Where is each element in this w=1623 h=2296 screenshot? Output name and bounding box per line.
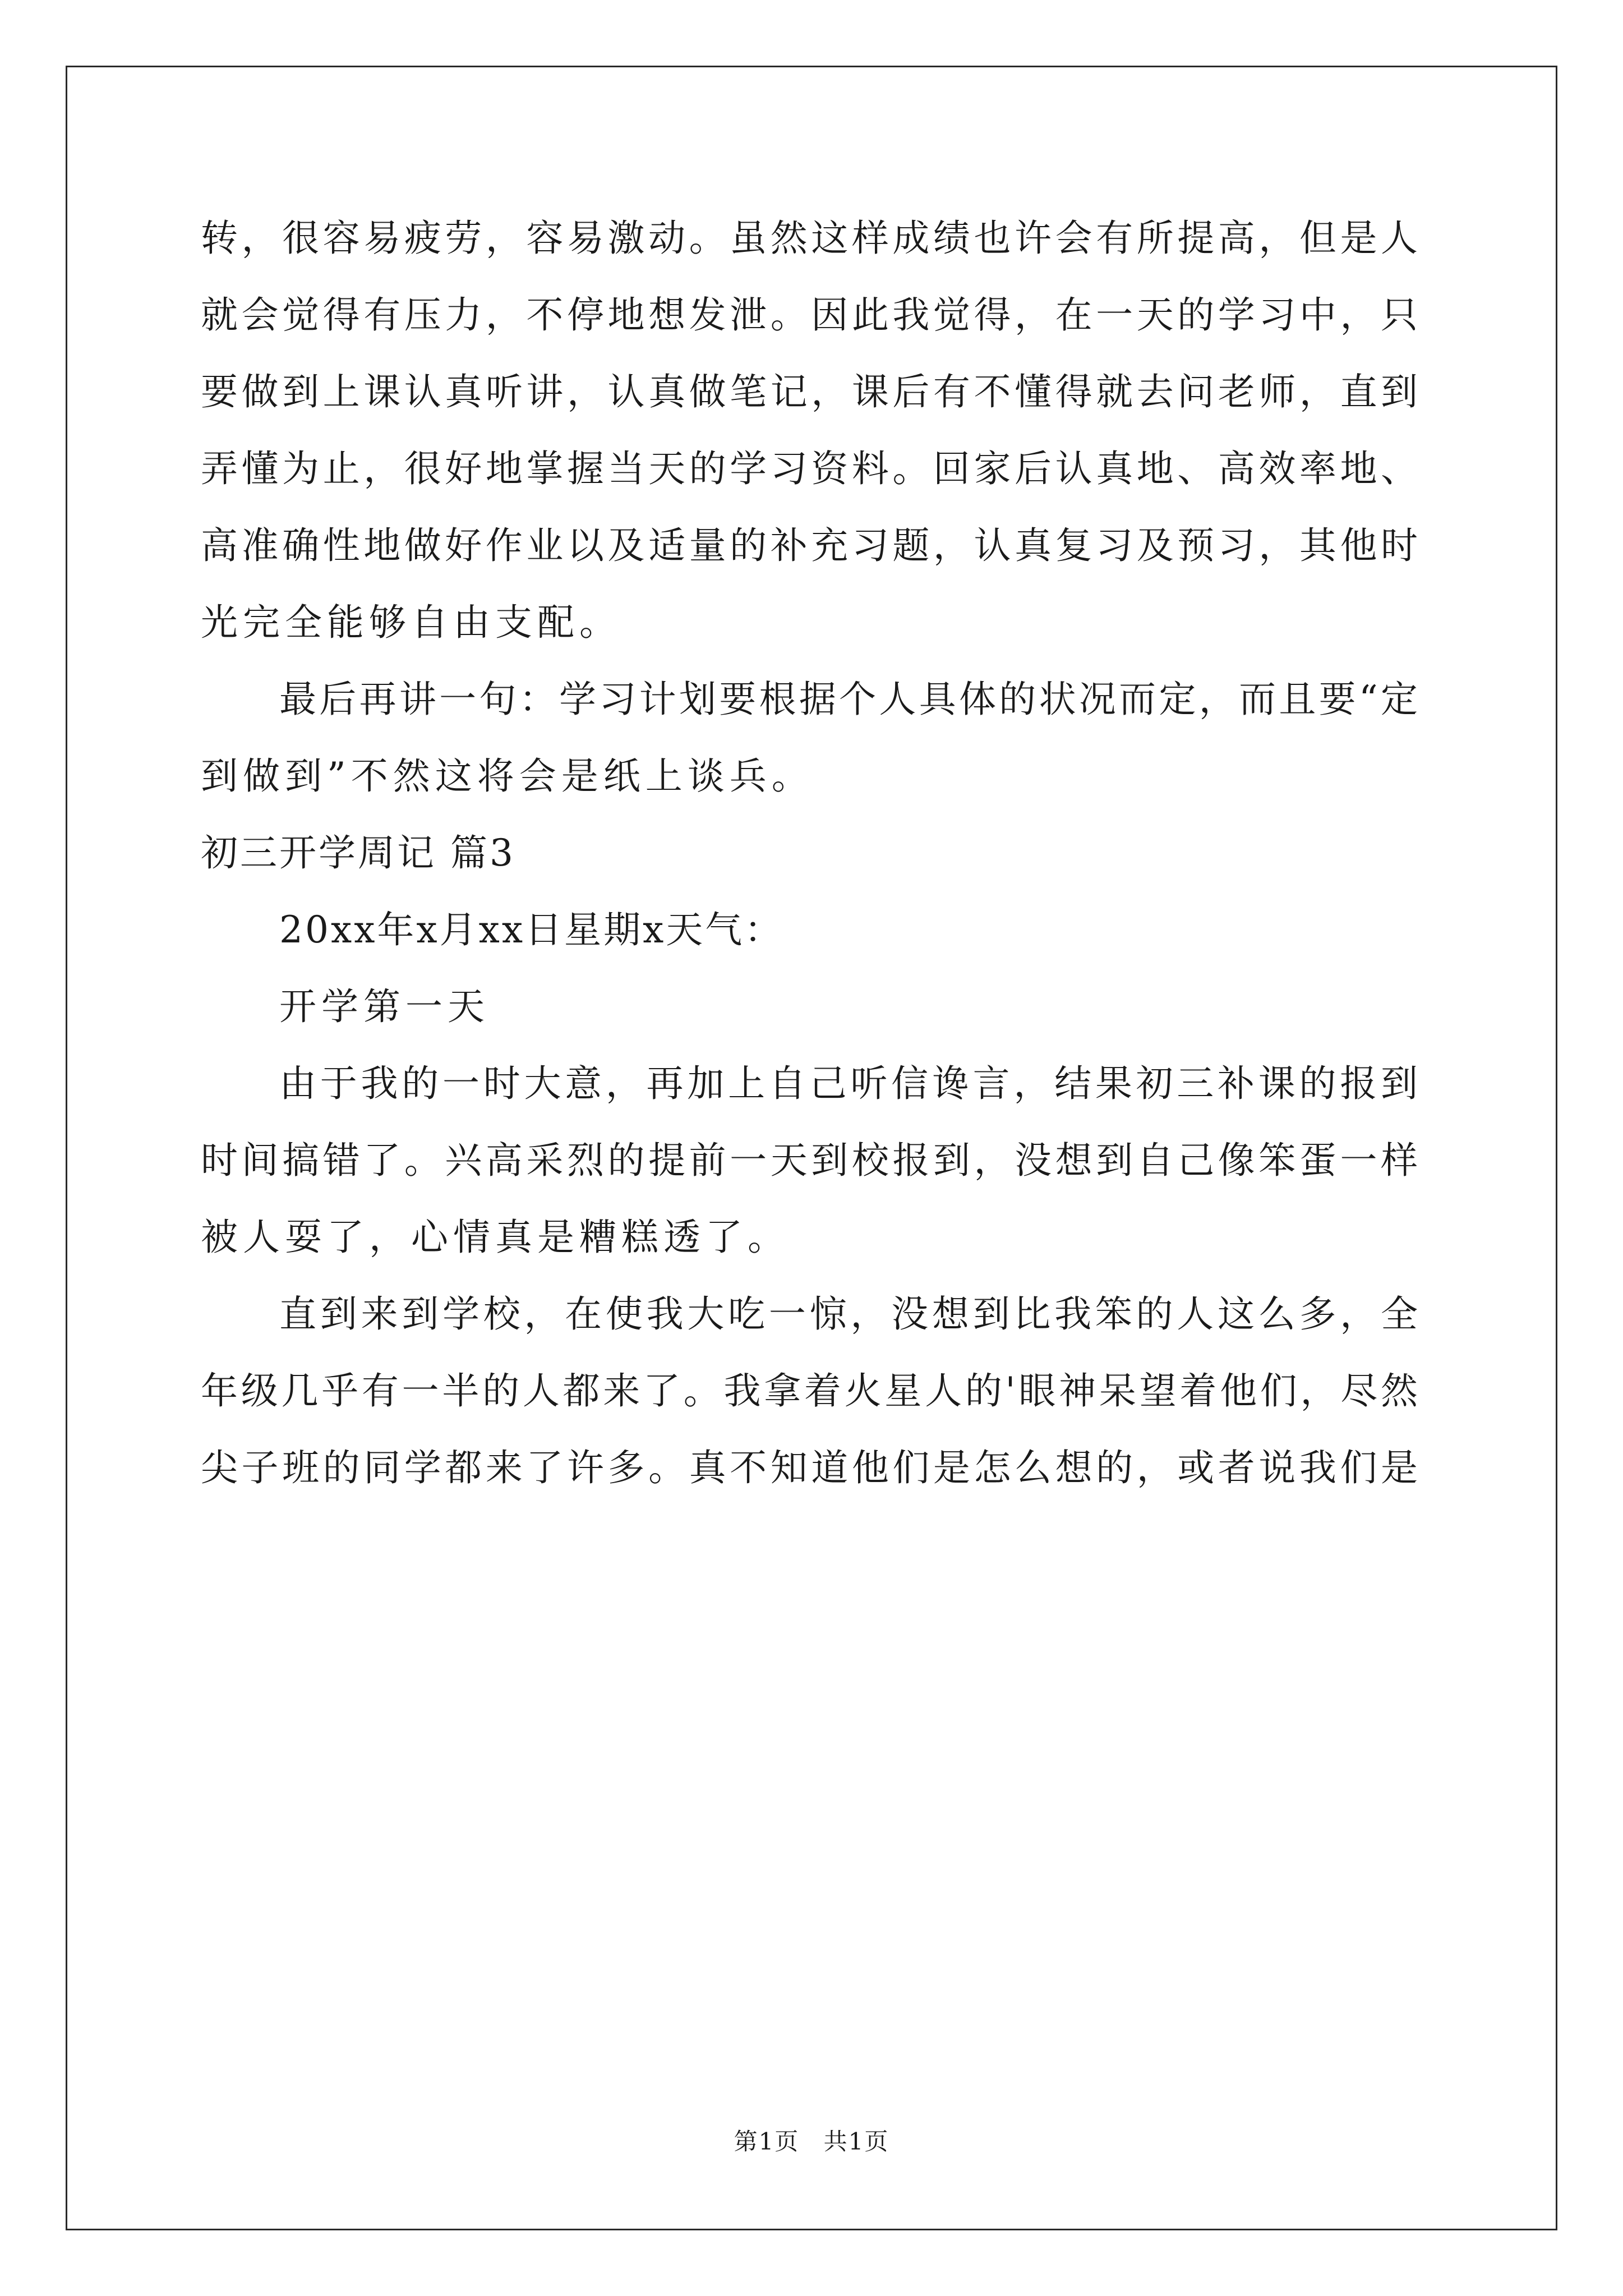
text-line: 光完全能够自由支配。 — [201, 601, 621, 644]
text-line: 尖子班的同学都来了许多。真不知道他们是怎么想的，或者说我们是 — [201, 1446, 1418, 1489]
text-line: 要做到上课认真听讲，认真做笔记，课后有不懂得就去问老师，直到 — [201, 370, 1418, 413]
text-line: 年级几乎有一半的人都来了。我拿着火星人的'眼神呆望着他们，尽然 — [201, 1369, 1418, 1412]
page-footer — [0, 2125, 1623, 2159]
paragraph-first-line: 由于我的一时大意，再加上自己听信谗言，结果初三补课的报到 — [279, 1062, 1418, 1105]
text-line: 被人耍了，心情真是糟糕透了。 — [201, 1216, 790, 1259]
text-line: 弄懂为止，很好地掌握当天的学习资料。回家后认真地、高效率地、 — [201, 447, 1418, 490]
text-line: 时间搞错了。兴高采烈的提前一天到校报到，没想到自己像笨蛋一样 — [201, 1139, 1418, 1182]
text-line: 就会觉得有压力，不停地想发泄。因此我觉得，在一天的学习中，只 — [201, 293, 1418, 337]
subheading: 开学第一天 — [279, 985, 490, 1028]
paragraph-first-line: 最后再讲一句：学习计划要根据个人具体的状况而定，而且要“定 — [279, 678, 1418, 721]
page-total: 共1页 — [823, 2128, 889, 2155]
paragraph-first-line: 直到来到学校，在使我大吃一惊，没想到比我笨的人这么多，全 — [279, 1292, 1418, 1336]
text-line: 到做到”不然这将会是纸上谈兵。 — [201, 754, 814, 798]
page-number: 第1页 — [734, 2128, 800, 2155]
section-heading: 初三开学周记 篇3 — [201, 831, 515, 875]
text-line: 转，很容易疲劳，容易激动。虽然这样成绩也许会有所提高，但是人 — [201, 217, 1418, 260]
date-line: 20xx年x月xx日星期x天气： — [279, 908, 784, 951]
text-line: 高准确性地做好作业以及适量的补充习题，认真复习及预习，其他时 — [201, 524, 1418, 567]
